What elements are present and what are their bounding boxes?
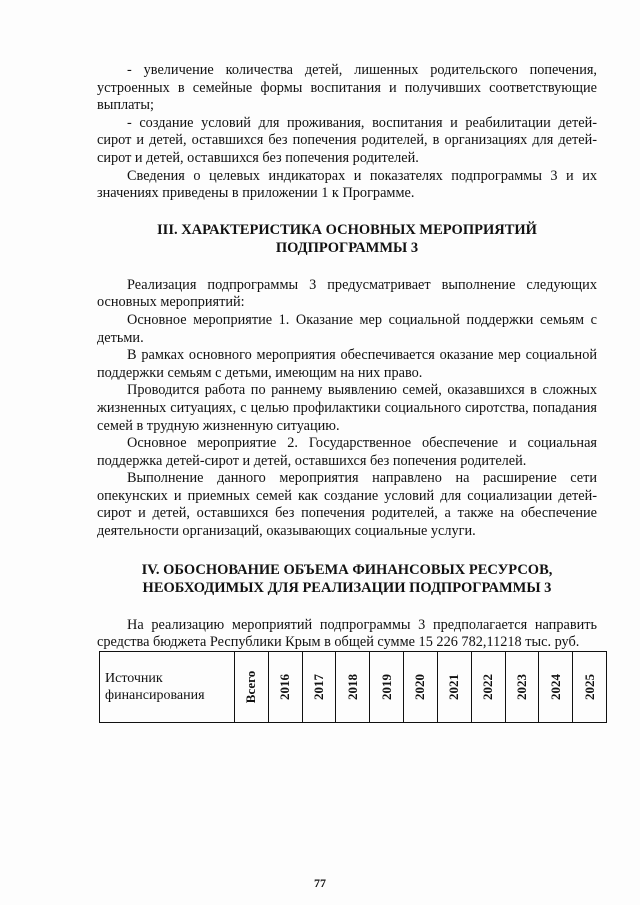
document-page [97, 62, 597, 652]
heading-line: НЕОБХОДИМЫХ ДЛЯ РЕАЛИЗАЦИИ ПОДПРОГРАММЫ 3 [142, 579, 552, 596]
heading-line: III. ХАРАКТЕРИСТИКА ОСНОВНЫХ МЕРОПРИЯТИЙ [157, 221, 537, 238]
paragraph: На реализацию мероприятий подпрограммы 3 предполагается направить средства бюджета Республики Крым в общей сумме 15 226 782,11218 тыс. руб. [97, 616, 597, 651]
page-number: 77 [314, 876, 326, 890]
heading-line: IV. ОБОСНОВАНИЕ ОБЪЕМА ФИНАНСОВЫХ РЕСУРСОВ, [141, 561, 553, 578]
section-3-heading [97, 221, 597, 257]
paragraph: В рамках основного мероприятия обеспечивается оказание мер социальной поддержки семьям с детьми, имеющим на них право. [97, 347, 597, 381]
paragraph: Основное мероприятие 1. Оказание мер социальной поддержки семьям с детьми. [97, 311, 597, 346]
column-header: 2016 [268, 652, 302, 723]
heading-line: ПОДПРОГРАММЫ 3 [275, 239, 419, 256]
column-header: 2017 [302, 652, 336, 723]
column-header: 2020 [404, 652, 438, 723]
column-header: Всего [235, 652, 269, 723]
column-header: 2023 [505, 652, 539, 723]
paragraph: Проводится работа по раннему выявлению семей, оказавшихся в сложных жизненных ситуациях, с целью профилактики социального сиротства, попадания семей в трудную жизненную ситуацию. [97, 382, 597, 434]
section-4-heading [97, 561, 597, 597]
paragraph: Основное мероприятие 2. Государственное обеспечение и социальная поддержка детей-сирот и детей, оставшихся без попечения родителей. [97, 435, 597, 469]
paragraph: Реализация подпрограммы 3 предусматривает выполнение следующих основных мероприятий: [97, 276, 597, 311]
paragraph: Выполнение данного мероприятия направлено на расширение сети опекунских и приемных семей как создание условий для социализации детей-сирот и детей, оставшихся без попечения родителей, а также на обеспечение деятельности организаций, оказывающих социальные услуги. [97, 470, 597, 540]
column-header: 2022 [471, 652, 505, 723]
column-header: 2019 [370, 652, 404, 723]
funding-table [99, 651, 607, 723]
column-header: 2025 [573, 652, 607, 723]
table-header-row [100, 652, 607, 723]
paragraph: - создание условий для проживания, воспитания и реабилитации детей-сирот и детей, оставшихся без попечения родителей, в организациях для детей-сирот и детей, оставшихся без попечения родителей. [97, 114, 597, 166]
source-header: Источник финансирования [100, 652, 235, 723]
column-header: 2018 [336, 652, 370, 723]
paragraph: Сведения о целевых индикаторах и показателях подпрограммы 3 и их значениях приведены в приложении 1 к Программе. [97, 167, 597, 202]
column-header: 2024 [539, 652, 573, 723]
paragraph: - увеличение количества детей, лишенных родительского попечения, устроенных в семейные формы воспитания и получивших соответствующие выплаты; [97, 62, 597, 114]
column-header: 2021 [437, 652, 471, 723]
